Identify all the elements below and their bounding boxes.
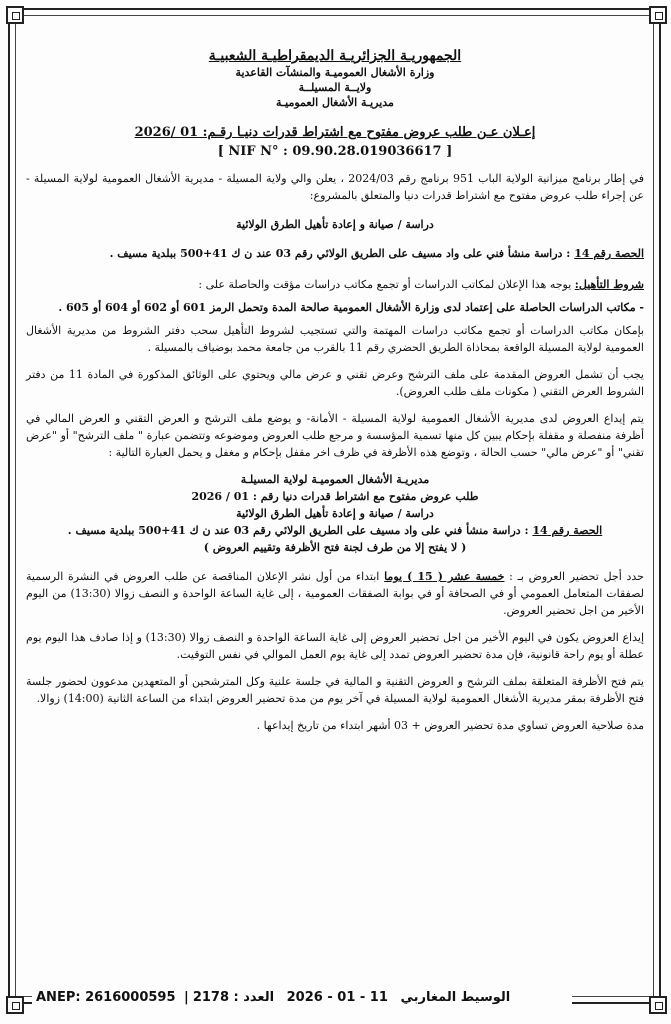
lot-label: الحصة رقم 14 (574, 247, 644, 260)
directorate-name: مديريـة الأشغال العموميـة (276, 96, 394, 109)
envelope-lot-text: : دراسة منشأ فني على واد مسيف على الطريق الولائي رقم 03 عند ن ك 41+500 ببلدية مسيف . (67, 524, 529, 537)
qualification-label: شروط التأهيل: (574, 278, 644, 291)
publication-date: 2026 - 01 - 11 (286, 990, 388, 1005)
deposit-paragraph: يتم إيداع العروض لدى مديرية الأشغال العمومية لولاية المسيلة - الأمانة- و يوضع ملف الترشح و العرض التقني و العرض المالي في أظرفة منفصلة و مقفلة بإحكام يبين كل منها تسمية المؤسسة و مرجع طلب العروض وموضوعه وتتضمن عبارة " ملف الترشح" أو "عرض تقني" أو "عرض مالي" حسب الحالة ، وتوضع هذه الأظرفة في ظرف اخر مقفل بإحكام و مغفل و يحمل العبارة التالية : (26, 412, 644, 459)
deposit-deadline-paragraph: إيداع العروض يكون في اليوم الأخير من اجل تحضير العروض إلى غاية الساعة الواحدة و النصف زوالا (13:30) و إذا صادف هذا اليوم يوم عطلة أو يوم راحة قانونية، فإن مدة تحضير العروض تمدد إلى غاية يوم العمل الموالي في نفس التوقيت. (26, 631, 644, 661)
announcement-document (26, 40, 644, 734)
validity-paragraph: مدة صلاحية العروض تساوي مدة تحضير العروض + 03 أشهر ابتداء من تاريخ إيداعها . (256, 719, 644, 732)
project-title: دراسة / صيانة و إعادة تأهيل الطرق الولائية (236, 218, 434, 231)
contents-paragraph: يجب أن تشمل العروض المقدمة على ملف الترشح وعرض تقني و عرض مالي ويحتوي على الوثائق المذكورة في المادة 11 من دفتر الشروط العرض التقني ( مكونات ملف طلب العروض). (26, 368, 644, 398)
envelope-lot-label: الحصة رقم 14 (532, 524, 603, 537)
duration-intro: حدد أجل تحضير العروض بـ : (509, 570, 644, 583)
envelope-line-tender: طلب عروض مفتوح مع اشتراط قدرات دنيا رقم : 01 / 2026 (191, 490, 479, 503)
lot-line (26, 245, 644, 262)
anep-number: ANEP: 2616000595 (36, 990, 176, 1005)
envelope-label (26, 471, 644, 556)
envelope-note: ( لا يفتح إلا من طرف لجنة فتح الأظرفة وتقييم العروض ) (203, 541, 467, 554)
republic-title: الجمهوريـة الجزائريـة الديمقراطيـة الشعبيـة (208, 48, 462, 64)
newspaper-footer: الوسيط المغاربي 2026 - 01 - 11 العدد : 2178| ANEP: 2616000595 (32, 990, 572, 1010)
ministry-name: وزارة الأشغال العموميـة والمنشآت القاعدية (235, 66, 435, 79)
lot-text: : دراسة منشأ فني على واد مسيف على الطريق الولائي رقم 03 عند ن ك 41+500 ببلدية مسيف . (109, 247, 571, 260)
duration-days: خمسة عشر ( 15 ) يوما (384, 570, 505, 583)
withdraw-paragraph: بإمكان مكاتب الدراسات أو تجمع مكاتب دراسات المهتمة والتي تستجيب لشروط التأهيل سحب دفتر الشروط من مديرية الأشغال العمومية لولاية المسيلة الواقعة بمحاذاة الطريق الحضري رقم 11 بالقرب من جامعة محمد بوضياف بالمسيلة . (26, 324, 644, 354)
intro-paragraph: في إطار برنامج ميزانية الولاية الباب 951 برنامج رقم 2024/03 ، يعلن والي ولاية المسيلة - مديرية الأشغال العمومية لولاية المسيلة - عن إجراء طلب عروض مفتوح مع اشتراط قدرات دنيا والمتعلق بالمشروع: (26, 172, 644, 202)
corner-ornament (6, 996, 24, 1014)
opening-paragraph: يتم فتح الأظرفة المتعلقة بملف الترشح و العروض التقنية و المالية في جلسة علنية وكل المترشحين أو المتعهدين مدعوون لحضور جلسة فتح الأظرفة بمقر مديرية الأشغال العمومية لولاية المسيلة في آخر يوم من مدة تحضير العروض ابتداء من الساعة الثانية (14:00) زوالا. (26, 675, 644, 705)
envelope-line-directorate: مديريـة الأشغال العموميـة لولاية المسيلـة (240, 473, 430, 486)
letterhead (26, 48, 644, 110)
nif-number: [ NIF N° : 09.90.28.019036617 ] (217, 144, 453, 159)
wilaya-name: ولايــة المسيلــة (298, 81, 372, 94)
announcement-title: إعـلان عـن طلب عروض مفتوح مع اشتراط قدرات دنيـا رقـم: 01 /2026 (134, 125, 536, 140)
duration-text: ابتداء من أول نشر الإعلان المناقصة عن طلب العروض في النشرة الرسمية لصفقات المتعامل العمومي أو في الصحافة أو في بوابة الصفقات العمومية ، إلى غاية الساعة الواحدة و النصف زوالا (13:30) من اليوم الأخير من اجل تحضير العروض. (26, 570, 644, 617)
corner-ornament (6, 6, 24, 24)
issue-number: العدد : 2178 (192, 990, 275, 1005)
qualification-item: - مكاتب الدراسات الحاصلة على إعتماد لدى وزارة الأشغال العمومية صالحة المدة وتحمل الرمز 601 أو 602 أو 604 أو 605 . (58, 301, 644, 314)
envelope-lot-line (26, 522, 644, 539)
duration-paragraph (26, 568, 644, 619)
newspaper-name: الوسيط المغاربي (400, 990, 511, 1005)
qualification-text: يوجه هذا الإعلان لمكاتب الدراسات أو تجمع مكاتب دراسات مؤقت والحاصلة على : (198, 278, 572, 291)
envelope-line-project: دراسة / صيانة و إعادة تأهيل الطرق الولائية (236, 507, 434, 520)
corner-ornament (649, 6, 667, 24)
qualification-paragraph (26, 276, 644, 293)
corner-ornament (649, 996, 667, 1014)
